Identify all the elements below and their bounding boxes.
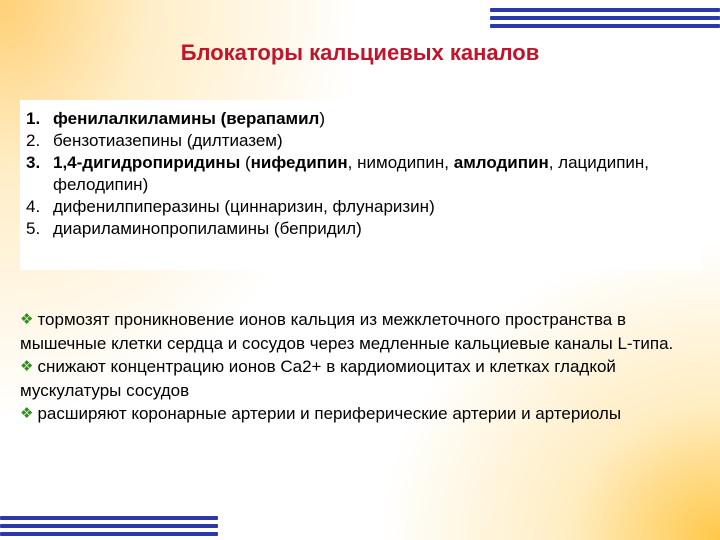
item-text-segment: бензотиазепины (дилтиазем) — [53, 131, 283, 150]
mechanism-bullets — [20, 308, 700, 426]
item-text-segment: , нимодипин, — [347, 153, 454, 172]
bottom-decorative-stripes — [0, 516, 218, 540]
diamond-bullet-icon: ❖ — [20, 311, 34, 328]
item-text-segment: нифедипин — [250, 153, 348, 172]
mechanism-bullet — [20, 402, 700, 426]
item-text — [53, 218, 702, 240]
bullet-text: расширяют коронарные артерии и периферические артерии и артериолы — [37, 404, 622, 423]
bullet-text: тормозят проникновение ионов кальция из межклеточного пространства в мышечные клетки сердца и сосудов через медленные кальциевые каналы L-типа. — [20, 310, 674, 353]
item-number: 3. — [26, 153, 41, 172]
drug-class-item — [26, 108, 702, 130]
item-text-segment: , лацидипин, фелодипин) — [53, 153, 650, 194]
item-text — [53, 108, 702, 130]
drug-class-item — [26, 218, 702, 240]
bullet-text: снижают концентрацию ионов Ca2+ в кардиомиоцитах и клетках гладкой мускулатуры сосудов — [20, 357, 616, 400]
item-text — [53, 196, 702, 218]
drug-class-item — [26, 130, 702, 152]
item-number: 4. — [26, 197, 41, 216]
slide-title: Блокаторы кальциевых каналов — [180, 40, 540, 65]
item-text-segment: амлодипин — [453, 153, 549, 172]
item-text-segment: ) — [319, 109, 326, 128]
item-text — [53, 152, 702, 196]
item-text-segment: диариламинопропиламины (бепридил) — [53, 219, 362, 238]
drug-classes-panel — [20, 100, 702, 270]
item-text-segment: ( — [240, 153, 251, 172]
item-text-segment: дифенилпиперазины (циннаризин, флунаризин) — [53, 197, 435, 216]
drug-classes-list — [20, 100, 702, 240]
mechanism-bullet — [20, 355, 700, 402]
item-text — [53, 130, 702, 152]
drug-class-item — [26, 196, 702, 218]
item-number: 5. — [26, 219, 41, 238]
item-number: 1. — [26, 109, 41, 128]
item-text-segment: фенилалкиламины (верапамил — [53, 109, 320, 128]
mechanism-bullet — [20, 308, 700, 355]
drug-class-item — [26, 152, 702, 196]
diamond-bullet-icon: ❖ — [20, 405, 34, 422]
item-text-segment: 1,4-дигидропиридины — [53, 153, 241, 172]
top-decorative-stripes — [490, 8, 720, 32]
item-number: 2. — [26, 131, 41, 150]
diamond-bullet-icon: ❖ — [20, 358, 34, 375]
